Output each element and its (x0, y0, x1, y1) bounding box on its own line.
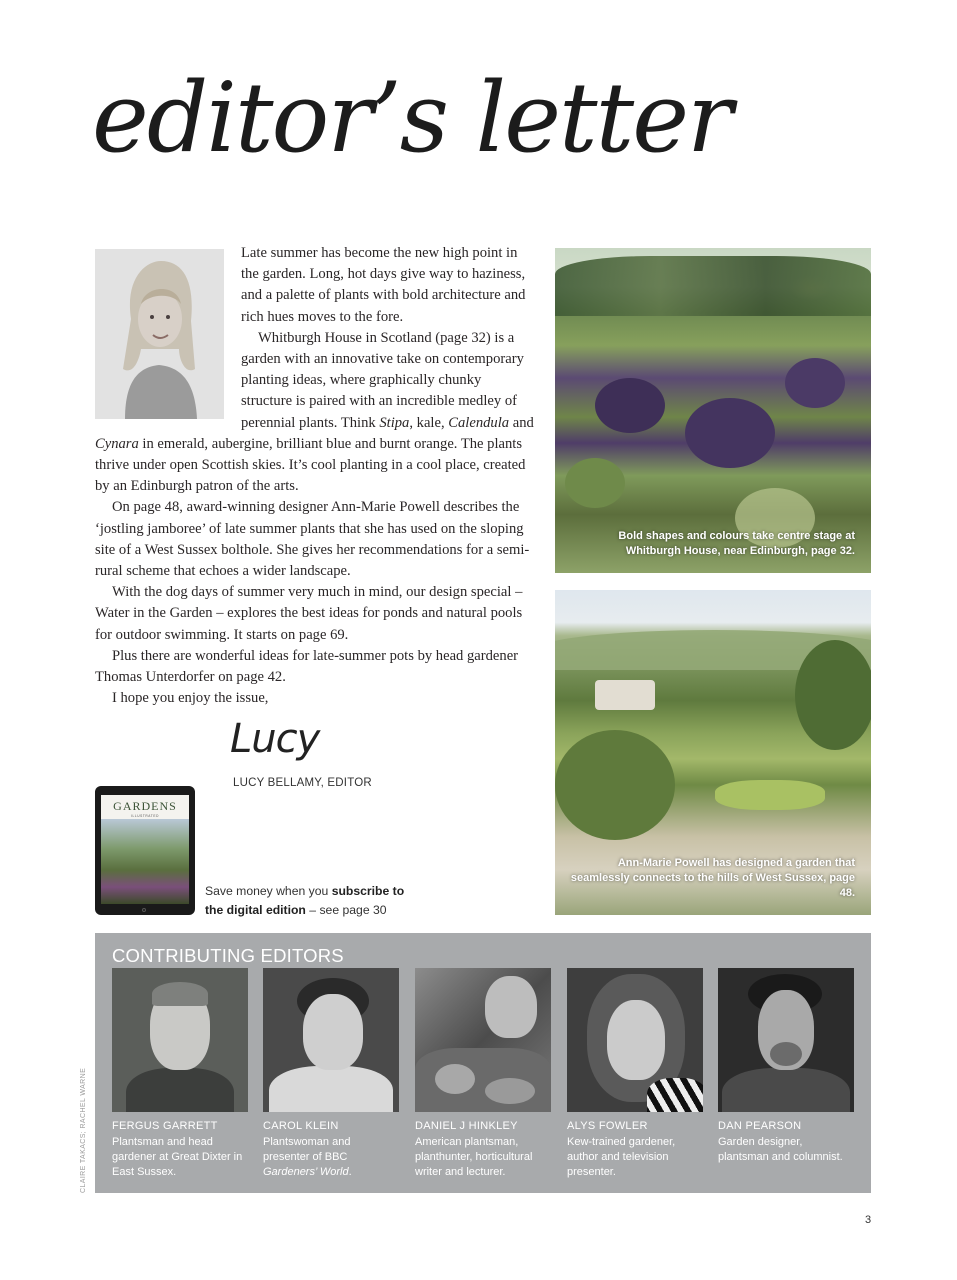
contributor-photo (112, 968, 248, 1112)
promo-prefix: Save money when you (205, 884, 329, 898)
contributor-desc-prefix: Plantswoman and presenter of BBC (263, 1136, 351, 1163)
subscribe-promo (205, 882, 425, 920)
contributor-photo (567, 968, 703, 1112)
letter-paragraph-1: Late summer has become the new high point in the garden. Long, hot days give way to haziness, and a palette of plants with bold architecture and rich hues moves to the fore. (241, 245, 526, 325)
tablet-screen (101, 795, 189, 904)
contributor-name: DANIEL J HINKLEY (415, 1120, 518, 1132)
contributor-photo (415, 968, 551, 1112)
plant-name: Stipa (379, 414, 410, 431)
contributor-carol-klein (263, 968, 399, 1180)
promo-subscribe-link[interactable]: subscribe to the digital edition (205, 884, 405, 917)
contributor-daniel-hinkley (415, 968, 551, 1180)
contributor-desc: American plantsman, planthunter, horticultural writer and lecturer. (415, 1136, 533, 1178)
promo-suffix: – see page 30 (309, 903, 387, 917)
letter-paragraph-2: Whitburgh House in Scotland (page 32) is a garden with an innovative take on contemporary planting ideas, where graphically chunky structure is paired with an incredible medley of perennial plants. Think Stipa, kale, Calendula and Cynara in emerald, aubergine, brilliant blue and burnt orange. The plants thrive under open Scottish skies. It’s cool planting in a cool place, created by an Edinburgh patron of the arts. (95, 329, 534, 495)
letter-paragraph-4: With the dog days of summer very much in mind, our design special – Water in the Garden – explores the best ideas for ponds and natural pools for outdoor swimming. It starts on page 69. (95, 584, 523, 643)
contributor-dan-pearson (718, 968, 854, 1165)
contributor-name: DAN PEARSON (718, 1120, 802, 1132)
contributor-desc (263, 1135, 399, 1180)
letter-paragraph-6: I hope you enjoy the issue, (112, 690, 269, 707)
whitburgh-photo (555, 248, 871, 573)
contributor-alys-fowler (567, 968, 703, 1180)
contributing-editors-panel (95, 933, 871, 1193)
digital-edition-tablet (95, 786, 195, 915)
plant-name: Calendula (448, 414, 510, 431)
tablet-home-button (142, 908, 146, 912)
contributor-desc: Garden designer, plantsman and columnist. (718, 1136, 843, 1163)
contributor-photo (718, 968, 854, 1112)
contributor-desc: Plantsman and head gardener at Great Dixter in East Sussex. (112, 1136, 243, 1178)
contributing-editors-title: CONTRIBUTING EDITORS (112, 945, 344, 966)
contributor-name: CAROL KLEIN (263, 1120, 339, 1132)
letter-paragraph-3: On page 48, award-winning designer Ann-Marie Powell describes the ‘jostling jamboree’ of late summer plants that she has used on the sloping site of a West Sussex bolthole. She gives her recommendations for a semi-rural scheme that echoes a wider landscape. (95, 499, 530, 580)
contributor-name: FERGUS GARRETT (112, 1120, 218, 1132)
page-title: editor’s letter (92, 62, 731, 174)
portrait-space (95, 243, 241, 431)
west-sussex-caption: Ann-Marie Powell has designed a garden that seamlessly connects to the hills of West Sussex, page 48. (570, 857, 855, 899)
letter-body (95, 243, 535, 709)
contributor-name: ALYS FOWLER (567, 1120, 648, 1132)
contributor-desc-suffix: . (348, 1166, 352, 1178)
tablet-cover-image (101, 819, 189, 904)
photo-credit: CLAIRE TAKACS; RACHEL WARNE (80, 1067, 87, 1193)
page-number: 3 (865, 1214, 872, 1226)
editor-signoff: LUCY BELLAMY, EDITOR (233, 777, 372, 789)
editor-signature: Lucy (230, 716, 320, 762)
west-sussex-photo (555, 590, 871, 915)
whitburgh-caption: Bold shapes and colours take centre stage at Whitburgh House, near Edinburgh, page 32. (618, 530, 855, 557)
contributor-desc: Kew-trained gardener, author and television presenter. (567, 1136, 676, 1178)
tablet-masthead-sub: ILLUSTRATED (131, 814, 159, 818)
contributor-fergus-garrett (112, 968, 248, 1180)
plant-name: Cynara (95, 435, 139, 452)
tablet-masthead: GARDENS (113, 799, 177, 813)
contributor-desc-italic: Gardeners’ World (263, 1166, 349, 1178)
contributor-photo (263, 968, 399, 1112)
letter-paragraph-5: Plus there are wonderful ideas for late-summer pots by head gardener Thomas Unterdorfer on page 42. (95, 647, 519, 686)
